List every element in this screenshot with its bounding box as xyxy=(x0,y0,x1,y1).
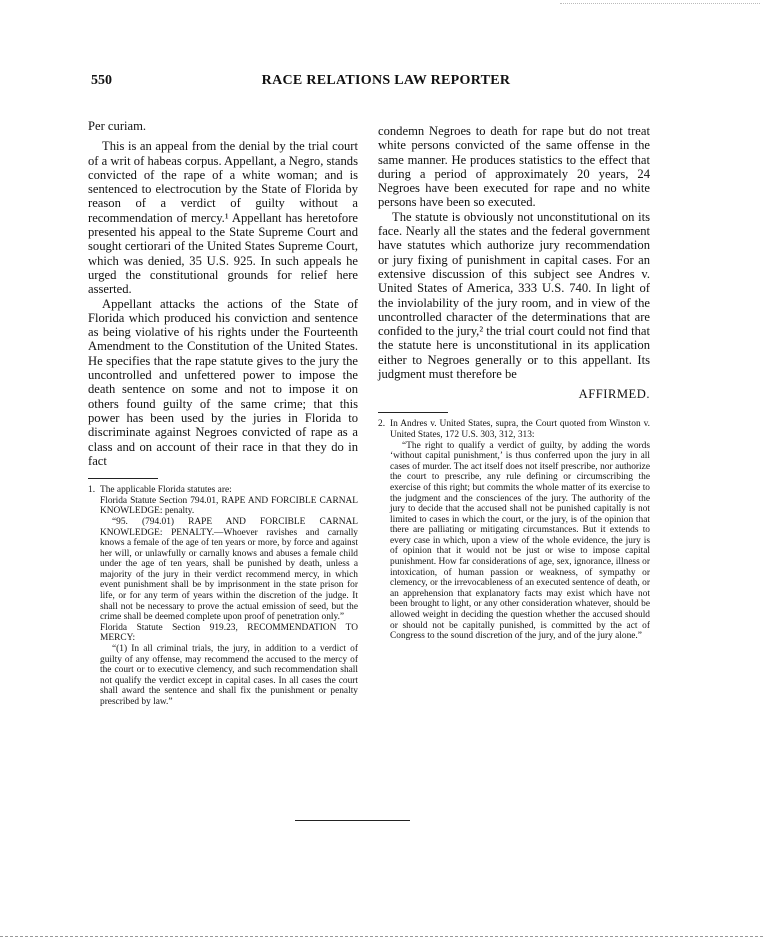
footnote-number: 1. xyxy=(88,485,96,496)
footnote-intro xyxy=(378,419,650,440)
statute-quote: “(1) In all criminal trials, the jury, in addition to a verdict of guilty of any offense, may recommend the accused to the mercy of the court or to executive clemency, and such recommendation shall not qualify the verdict except in capital cases. In all cases the court shall award the sentence and shall fix the punishment or penalty prescribed by law.” xyxy=(100,644,358,707)
end-of-opinion-rule xyxy=(295,820,410,821)
statute-citation: Florida Statute Section 794.01, RAPE AND FORCIBLE CARNAL KNOWLEDGE: penalty. xyxy=(100,495,358,517)
body-paragraph: condemn Negroes to death for rape but do not treat white persons convicted of the same offense in the same manner. He produces statistics to the effect that during a period of approximately 20 years, 24 Negroes have been executed for rape and no white persons have been so executed. xyxy=(378,124,650,210)
footnote-intro-text: In Andres v. United States, supra, the Court quoted from Winston v. United States, 172 U.S. 303, 312, 313: xyxy=(390,419,650,440)
running-title: RACE RELATIONS LAW REPORTER xyxy=(261,73,511,88)
footnote-divider xyxy=(378,412,448,413)
scan-artifact-top xyxy=(560,3,760,4)
page-header xyxy=(91,73,651,93)
footnote-intro xyxy=(88,485,358,496)
footnote-number: 2. xyxy=(378,419,386,430)
body-paragraph: The statute is obviously not unconstitutional on its face. Nearly all the states and the federal government have statutes which authorize jury recommendation or jury fixing of punishment in capital cases. For an extensive discussion of this subject see Andres v. United States of America, 333 U.S. 740. In light of the inviolability of the jury room, and in view of the uncontrolled character of the determinations that are confided to the jury,² the trial court could not find that the statute here is unconstitutional in its application either to Negroes generally or to this appellant. Its judgment must therefore be xyxy=(378,209,650,382)
right-column xyxy=(378,124,650,642)
footnote-divider xyxy=(88,478,158,479)
per-curiam-heading: Per curiam. xyxy=(88,119,147,133)
body-paragraph: Appellant attacks the actions of the State of Florida which produced his conviction and sentence as being violative of his rights under the Fourteenth Amendment to the Constitution of the United States. He specifies that the rape statute gives to the jury the uncontrolled and unfettered power to impose the death sentence on some and not to impose it on others found guilty of the same crime; that this power has been used by the juries in Florida to discriminate against Negroes convicted of rape as a class and on account of their race in that they do in fact xyxy=(88,296,358,468)
affirmed-disposition: AFFIRMED. xyxy=(578,387,650,402)
footnote-2 xyxy=(378,419,650,641)
footnote-intro-text: The applicable Florida statutes are: xyxy=(100,485,232,496)
case-quote: “The right to qualify a verdict of guilty, by adding the words ‘without capital punishment,’ is thus conferred upon the jury in all cases of murder. The act itself does not itself prescribe, nor authorize the court to prescribe, any rule defining or circumscribing the exercise of this right; but commits the whole matter of its exercise to the judgment and the consciences of the jury. The authority of the jury to decide that the accused shall not be punished capitally is not limited to cases in which the court, or the jury, is of the opinion that there are palliating or mitigating circumstances. But it extends to every case in which, upon a view of the whole evidence, the jury is of opinion that it would not be just or wise to impose capital punishment. How far considerations of age, sex, ignorance, illness or intoxication, of human passion or weakness, of sympathy or clemency, or the irrevocableness of an executed sentence of death, or an apprehension that explanatory facts may exist which have not been brought to light, or any other consideration whatever, should be allowed weight in deciding the question whether the accused should or should not be capitally punished, is committed by the act of Congress to the sound discretion of the jury, and of the jury alone.” xyxy=(390,440,650,642)
scan-artifact-bottom xyxy=(0,936,763,938)
page-number: 550 xyxy=(91,73,112,88)
statute-quote: “95. (794.01) RAPE AND FORCIBLE CARNAL KNOWLEDGE: PENALTY.—Whoever ravishes and carnally knows a female of the age of ten years or more, by force and against her will, or unlawfully or carnally knows and abuses a female child under the age of ten years, shall be punished by death, unless a majority of the jury in their verdict recommend mercy, in which event punishment shall be by imprisonment in the state prison for life, or for any term of years within the discretion of the judge. It shall not be necessary to prove the actual emission of seed, but the crime shall be deemed complete upon proof of penetration only.” xyxy=(100,516,358,623)
body-paragraph: This is an appeal from the denial by the trial court of a writ of habeas corpus. Appellant, a Negro, stands convicted of the rape of a white woman; and is sentenced to electrocution by the State of Florida by reason of a verdict of guilty without a recommendation of mercy.¹ Appellant has heretofore presented his appeal to the State Supreme Court and sought certiorari of the United States Supreme Court, which was denied, 35 U.S. 925. In such appeals he urged the constitutional grounds for relief here asserted. xyxy=(88,139,358,297)
statute-citation: Florida Statute Section 919.23, RECOMMENDATION TO MERCY: xyxy=(100,622,358,644)
left-column xyxy=(88,119,358,708)
footnote-1 xyxy=(88,485,358,707)
